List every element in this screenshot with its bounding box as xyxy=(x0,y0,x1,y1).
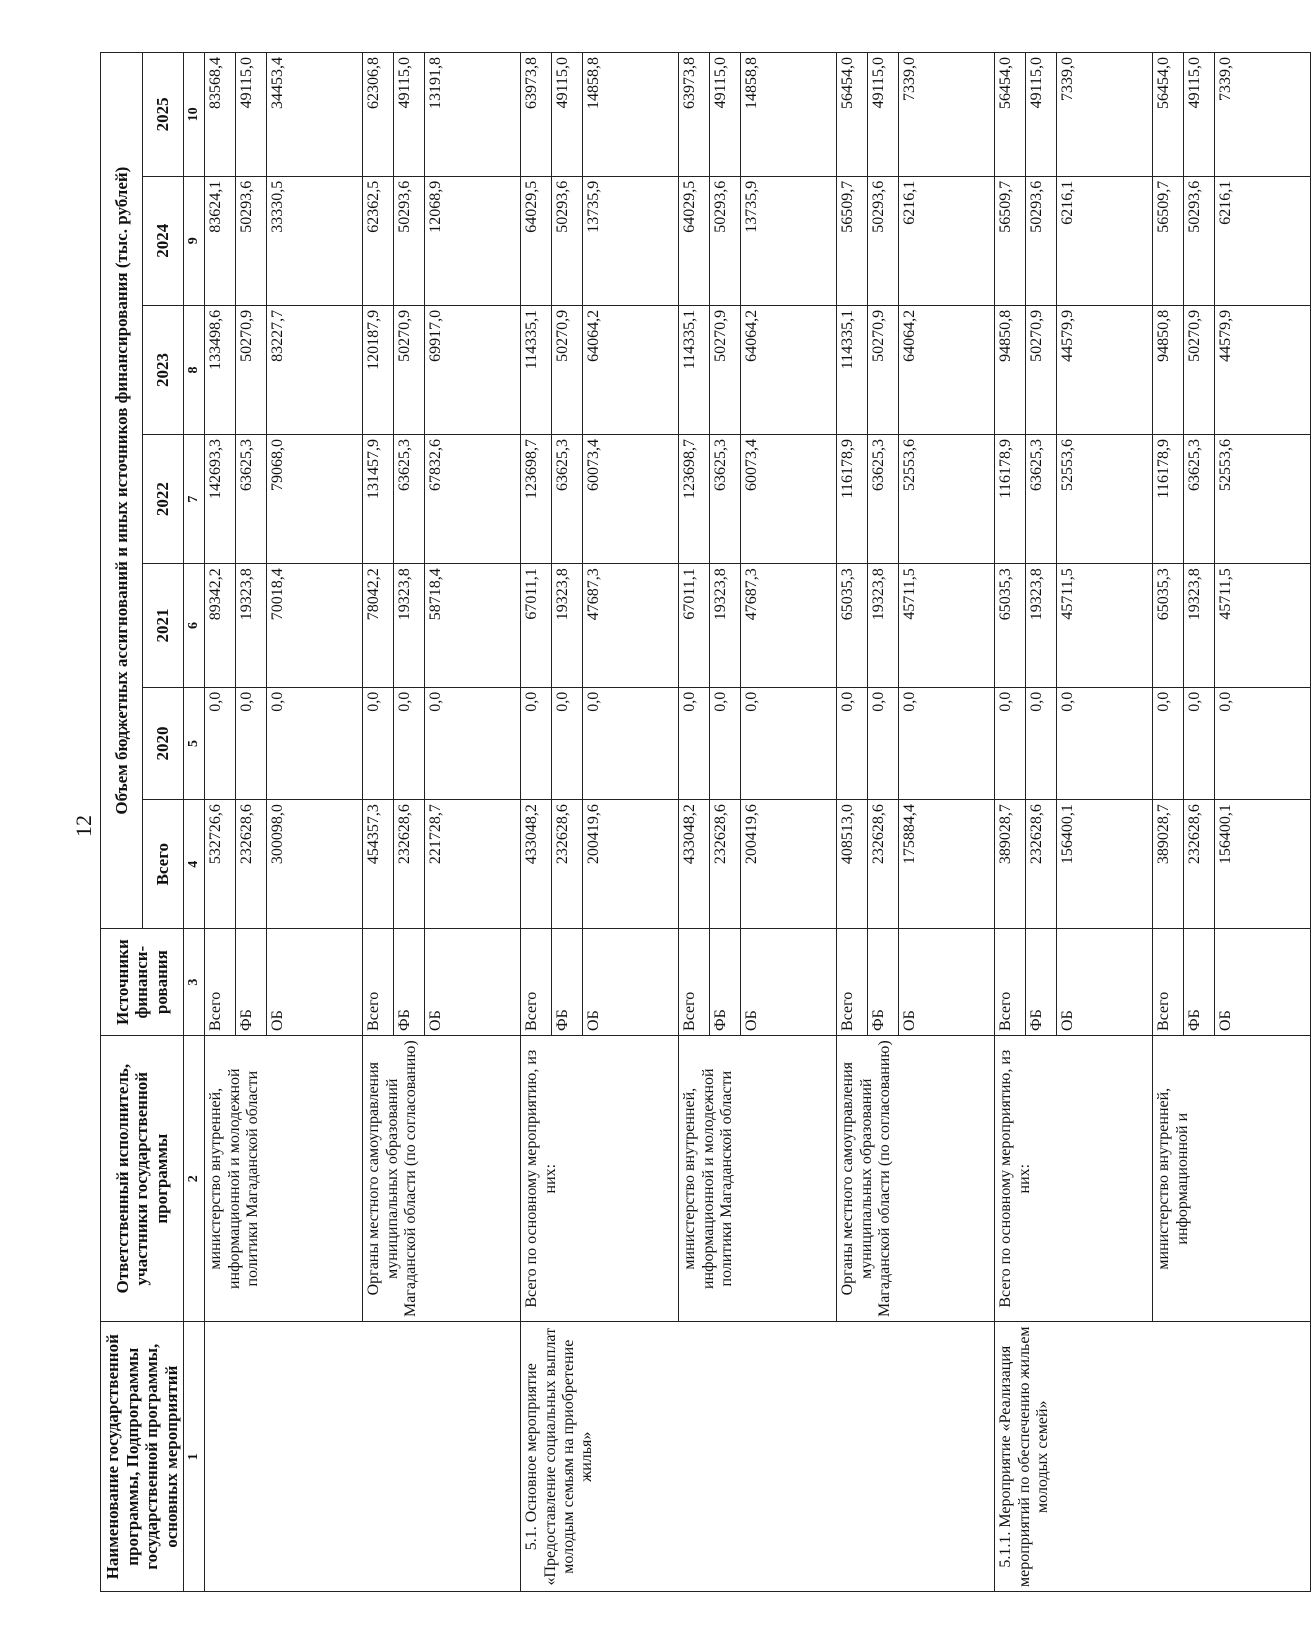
value-cell: 49115,0 xyxy=(868,53,899,177)
value-cell: 389028,7 xyxy=(1153,800,1184,929)
value-cell: 0,0 xyxy=(837,687,868,799)
value-cell: 0,0 xyxy=(710,687,741,799)
column-index: 1 xyxy=(184,1322,205,1592)
value-cell: 56454,0 xyxy=(1153,53,1184,177)
value-cell: 49115,0 xyxy=(394,53,425,177)
value-cell: 532726,6 xyxy=(205,800,236,929)
value-cell: 63625,3 xyxy=(236,435,267,564)
value-cell: 19323,8 xyxy=(710,564,741,688)
value-cell: 49115,0 xyxy=(1026,53,1057,177)
value-cell: 56454,0 xyxy=(995,53,1026,177)
value-cell: 44579,9 xyxy=(1215,305,1311,434)
value-cell: 175884,4 xyxy=(899,800,995,929)
value-cell: 50293,6 xyxy=(868,176,899,305)
value-cell: 94850,8 xyxy=(995,305,1026,434)
value-cell: 50270,9 xyxy=(552,305,583,434)
header-program-name: Наименование государственной программы, Подпрограммы государственной программы, основных мероприятий xyxy=(101,1322,184,1592)
value-cell: 0,0 xyxy=(394,687,425,799)
column-index: 2 xyxy=(184,1035,205,1321)
participant-cell: Органы местного самоуправления муниципальных образований Магаданской области (по согласованию) xyxy=(363,1035,521,1321)
value-cell: 60073,4 xyxy=(741,435,837,564)
value-cell: 56509,7 xyxy=(837,176,868,305)
value-cell: 433048,2 xyxy=(521,800,552,929)
value-cell: 56509,7 xyxy=(995,176,1026,305)
source-cell: Всего xyxy=(363,929,394,1036)
value-cell: 50293,6 xyxy=(236,176,267,305)
source-cell: ОБ xyxy=(1057,929,1153,1036)
value-cell: 0,0 xyxy=(552,687,583,799)
source-cell: ОБ xyxy=(267,929,363,1036)
value-cell: 65035,3 xyxy=(837,564,868,688)
value-cell: 114335,1 xyxy=(837,305,868,434)
value-cell: 69917,0 xyxy=(425,305,521,434)
value-cell: 232628,6 xyxy=(394,800,425,929)
value-cell: 123698,7 xyxy=(521,435,552,564)
value-cell: 116178,9 xyxy=(995,435,1026,564)
value-cell: 49115,0 xyxy=(236,53,267,177)
value-cell: 300098,0 xyxy=(267,800,363,929)
value-cell: 0,0 xyxy=(1026,687,1057,799)
value-cell: 50270,9 xyxy=(236,305,267,434)
value-cell: 64064,2 xyxy=(741,305,837,434)
value-cell: 94850,8 xyxy=(1153,305,1184,434)
source-cell: ОБ xyxy=(425,929,521,1036)
value-cell: 56509,7 xyxy=(1153,176,1184,305)
value-cell: 52553,6 xyxy=(1057,435,1153,564)
program-name-cell: 5.1.1. Мероприятие «Реализация мероприятий по обеспечению жильем молодых семей» xyxy=(995,1322,1311,1592)
source-cell: Всего xyxy=(679,929,710,1036)
value-cell: 62362,5 xyxy=(363,176,394,305)
participant-cell: министерство внутренней, информационной и xyxy=(1153,1035,1311,1321)
table-row xyxy=(995,53,1026,1592)
value-cell: 200419,6 xyxy=(741,800,837,929)
value-cell: 0,0 xyxy=(363,687,394,799)
value-cell: 19323,8 xyxy=(1026,564,1057,688)
value-cell: 78042,2 xyxy=(363,564,394,688)
rotated-page xyxy=(100,52,1235,1592)
value-cell: 0,0 xyxy=(899,687,995,799)
value-cell: 83227,7 xyxy=(267,305,363,434)
value-cell: 14858,8 xyxy=(741,53,837,177)
value-cell: 50270,9 xyxy=(710,305,741,434)
value-cell: 232628,6 xyxy=(868,800,899,929)
column-index: 5 xyxy=(184,687,205,799)
source-cell: ФБ xyxy=(236,929,267,1036)
participant-cell: министерство внутренней, информационной и молодежной политики Магаданской области xyxy=(679,1035,837,1321)
header-source: Источники финанси-рования xyxy=(101,929,184,1036)
value-cell: 114335,1 xyxy=(679,305,710,434)
value-cell: 63973,8 xyxy=(521,53,552,177)
value-cell: 0,0 xyxy=(741,687,837,799)
value-cell: 7339,0 xyxy=(899,53,995,177)
header-funding-group: Объем бюджетных ассигнований и иных источников финансирования (тыс. рублей) xyxy=(101,53,143,929)
value-cell: 0,0 xyxy=(1153,687,1184,799)
funding-table xyxy=(100,52,1311,1592)
value-cell: 65035,3 xyxy=(1153,564,1184,688)
value-cell: 6216,1 xyxy=(899,176,995,305)
source-cell: Всего xyxy=(1153,929,1184,1036)
value-cell: 156400,1 xyxy=(1057,800,1153,929)
source-cell: ОБ xyxy=(899,929,995,1036)
value-cell: 433048,2 xyxy=(679,800,710,929)
column-index: 9 xyxy=(184,176,205,305)
value-cell: 0,0 xyxy=(205,687,236,799)
value-cell: 52553,6 xyxy=(1215,435,1311,564)
value-cell: 19323,8 xyxy=(1184,564,1215,688)
value-cell: 33330,5 xyxy=(267,176,363,305)
value-cell: 63625,3 xyxy=(394,435,425,564)
table-row xyxy=(205,53,236,1592)
value-cell: 12068,9 xyxy=(425,176,521,305)
value-cell: 45711,5 xyxy=(899,564,995,688)
value-cell: 454357,3 xyxy=(363,800,394,929)
value-cell: 67011,1 xyxy=(521,564,552,688)
value-cell: 50293,6 xyxy=(552,176,583,305)
value-cell: 60073,4 xyxy=(583,435,679,564)
value-cell: 232628,6 xyxy=(552,800,583,929)
value-cell: 221728,7 xyxy=(425,800,521,929)
value-cell: 0,0 xyxy=(868,687,899,799)
value-cell: 83568,4 xyxy=(205,53,236,177)
value-cell: 50270,9 xyxy=(394,305,425,434)
source-cell: ОБ xyxy=(741,929,837,1036)
header-year: 2022 xyxy=(142,435,184,564)
header-year: 2020 xyxy=(142,687,184,799)
source-cell: ОБ xyxy=(1215,929,1311,1036)
value-cell: 7339,0 xyxy=(1057,53,1153,177)
value-cell: 50270,9 xyxy=(1184,305,1215,434)
header-year: 2025 xyxy=(142,53,184,177)
value-cell: 232628,6 xyxy=(710,800,741,929)
value-cell: 133498,6 xyxy=(205,305,236,434)
header-year: 2021 xyxy=(142,564,184,688)
page-number: 12 xyxy=(71,815,96,837)
participant-cell: Всего по основному мероприятию, из них: xyxy=(521,1035,679,1321)
value-cell: 79068,0 xyxy=(267,435,363,564)
value-cell: 45711,5 xyxy=(1057,564,1153,688)
value-cell: 65035,3 xyxy=(995,564,1026,688)
value-cell: 67011,1 xyxy=(679,564,710,688)
value-cell: 123698,7 xyxy=(679,435,710,564)
value-cell: 116178,9 xyxy=(837,435,868,564)
value-cell: 0,0 xyxy=(425,687,521,799)
source-cell: ФБ xyxy=(552,929,583,1036)
source-cell: ОБ xyxy=(583,929,679,1036)
value-cell: 64029,5 xyxy=(679,176,710,305)
source-cell: ФБ xyxy=(394,929,425,1036)
value-cell: 56454,0 xyxy=(837,53,868,177)
column-index: 8 xyxy=(184,305,205,434)
source-cell: ФБ xyxy=(1026,929,1057,1036)
participant-cell: министерство внутренней, информационной и молодежной политики Магаданской области xyxy=(205,1035,363,1321)
value-cell: 0,0 xyxy=(583,687,679,799)
value-cell: 34453,4 xyxy=(267,53,363,177)
value-cell: 64064,2 xyxy=(583,305,679,434)
column-index: 4 xyxy=(184,800,205,929)
header-total: Всего xyxy=(142,800,184,929)
value-cell: 63625,3 xyxy=(1026,435,1057,564)
value-cell: 0,0 xyxy=(521,687,552,799)
value-cell: 63973,8 xyxy=(679,53,710,177)
source-cell: Всего xyxy=(837,929,868,1036)
value-cell: 13735,9 xyxy=(583,176,679,305)
column-index: 10 xyxy=(184,53,205,177)
value-cell: 50293,6 xyxy=(394,176,425,305)
participant-cell: Органы местного самоуправления муниципальных образований Магаданской области (по согласованию) xyxy=(837,1035,995,1321)
value-cell: 64029,5 xyxy=(521,176,552,305)
value-cell: 408513,0 xyxy=(837,800,868,929)
value-cell: 63625,3 xyxy=(710,435,741,564)
value-cell: 45711,5 xyxy=(1215,564,1311,688)
value-cell: 44579,9 xyxy=(1057,305,1153,434)
value-cell: 13735,9 xyxy=(741,176,837,305)
table-body xyxy=(205,53,1311,1592)
table-row xyxy=(521,53,552,1592)
value-cell: 6216,1 xyxy=(1057,176,1153,305)
value-cell: 50293,6 xyxy=(710,176,741,305)
value-cell: 0,0 xyxy=(995,687,1026,799)
value-cell: 50293,6 xyxy=(1026,176,1057,305)
value-cell: 58718,4 xyxy=(425,564,521,688)
source-cell: Всего xyxy=(205,929,236,1036)
value-cell: 50270,9 xyxy=(868,305,899,434)
source-cell: Всего xyxy=(521,929,552,1036)
value-cell: 49115,0 xyxy=(552,53,583,177)
source-cell: ФБ xyxy=(710,929,741,1036)
value-cell: 70018,4 xyxy=(267,564,363,688)
value-cell: 114335,1 xyxy=(521,305,552,434)
column-index: 6 xyxy=(184,564,205,688)
value-cell: 0,0 xyxy=(679,687,710,799)
source-cell: Всего xyxy=(995,929,1026,1036)
value-cell: 232628,6 xyxy=(236,800,267,929)
value-cell: 142693,3 xyxy=(205,435,236,564)
value-cell: 389028,7 xyxy=(995,800,1026,929)
value-cell: 50293,6 xyxy=(1184,176,1215,305)
value-cell: 50270,9 xyxy=(1026,305,1057,434)
value-cell: 200419,6 xyxy=(583,800,679,929)
value-cell: 47687,3 xyxy=(583,564,679,688)
value-cell: 19323,8 xyxy=(236,564,267,688)
value-cell: 0,0 xyxy=(267,687,363,799)
value-cell: 0,0 xyxy=(236,687,267,799)
header-year: 2024 xyxy=(142,176,184,305)
value-cell: 13191,8 xyxy=(425,53,521,177)
value-cell: 62306,8 xyxy=(363,53,394,177)
value-cell: 49115,0 xyxy=(1184,53,1215,177)
value-cell: 67832,6 xyxy=(425,435,521,564)
value-cell: 19323,8 xyxy=(394,564,425,688)
value-cell: 232628,6 xyxy=(1026,800,1057,929)
value-cell: 156400,1 xyxy=(1215,800,1311,929)
value-cell: 63625,3 xyxy=(868,435,899,564)
source-cell: ФБ xyxy=(1184,929,1215,1036)
value-cell: 7339,0 xyxy=(1215,53,1311,177)
column-index-row xyxy=(184,53,205,1592)
header-year: 2023 xyxy=(142,305,184,434)
value-cell: 14858,8 xyxy=(583,53,679,177)
value-cell: 63625,3 xyxy=(1184,435,1215,564)
value-cell: 116178,9 xyxy=(1153,435,1184,564)
value-cell: 83624,1 xyxy=(205,176,236,305)
value-cell: 0,0 xyxy=(1057,687,1153,799)
value-cell: 0,0 xyxy=(1215,687,1311,799)
column-index: 7 xyxy=(184,435,205,564)
value-cell: 120187,9 xyxy=(363,305,394,434)
value-cell: 19323,8 xyxy=(552,564,583,688)
value-cell: 89342,2 xyxy=(205,564,236,688)
value-cell: 49115,0 xyxy=(710,53,741,177)
value-cell: 131457,9 xyxy=(363,435,394,564)
value-cell: 0,0 xyxy=(1184,687,1215,799)
participant-cell: Всего по основному мероприятию, из них: xyxy=(995,1035,1153,1321)
source-cell: ФБ xyxy=(868,929,899,1036)
value-cell: 64064,2 xyxy=(899,305,995,434)
header-responsible: Ответственный исполнитель, участники государственной программы xyxy=(101,1035,184,1321)
program-name-cell: 5.1. Основное мероприятие «Предоставление социальных выплат молодым семьям на приобретение жилья» xyxy=(521,1322,995,1592)
value-cell: 19323,8 xyxy=(868,564,899,688)
value-cell: 6216,1 xyxy=(1215,176,1311,305)
value-cell: 52553,6 xyxy=(899,435,995,564)
value-cell: 47687,3 xyxy=(741,564,837,688)
column-index: 3 xyxy=(184,929,205,1036)
program-name-cell xyxy=(205,1322,521,1592)
value-cell: 63625,3 xyxy=(552,435,583,564)
value-cell: 232628,6 xyxy=(1184,800,1215,929)
